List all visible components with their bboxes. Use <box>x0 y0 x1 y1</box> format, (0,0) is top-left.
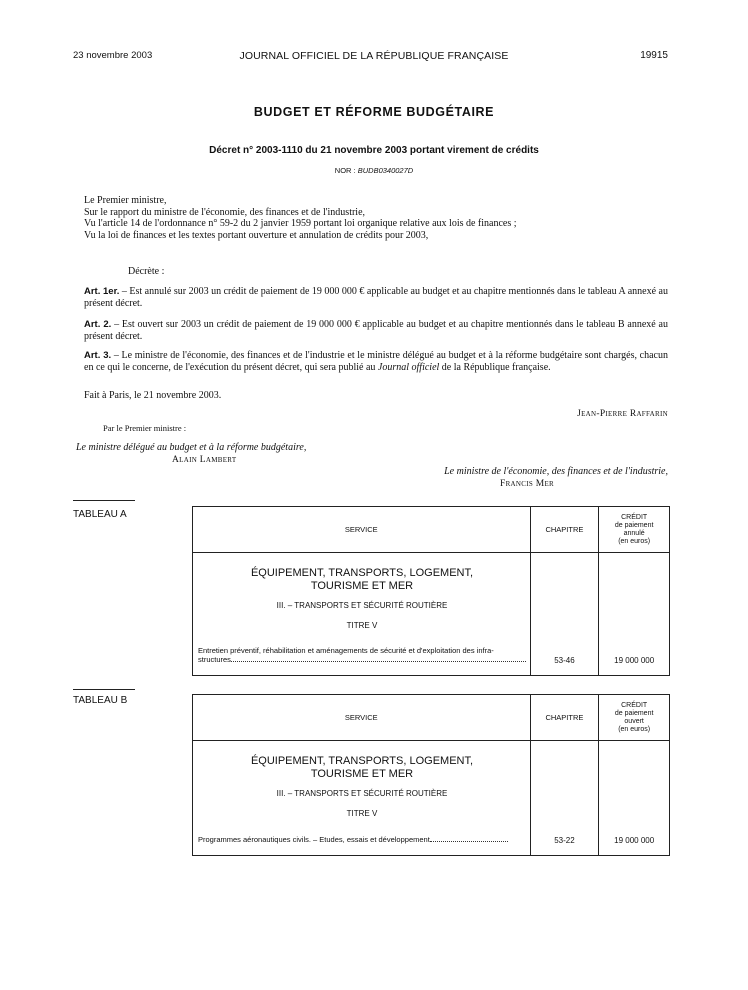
fait-a-paris: Fait à Paris, le 21 novembre 2003. <box>84 390 222 401</box>
decree-title: Décret n° 2003-1110 du 21 novembre 2003 portant virement de crédits <box>209 145 539 156</box>
subsection: III. – TRANSPORTS ET SÉCURITÉ ROUTIÈRE <box>276 601 448 610</box>
credit-header-line: ouvert <box>624 717 644 725</box>
credit-value: 19 000 000 <box>614 656 655 665</box>
credit-header-line: CRÉDIT <box>621 513 648 521</box>
ministry-line: TOURISME ET MER <box>310 767 414 780</box>
credit-header-line: de paiement <box>614 709 654 717</box>
article-label: Art. 1er. <box>84 286 120 297</box>
table-b-label: TABLEAU B <box>73 695 128 706</box>
nor-reference <box>0 166 748 175</box>
decrete: Décrète : <box>128 266 165 277</box>
article-text: – Est ouvert sur 2003 un crédit de paiement de 19 000 000 € applicable au budget et au chapitre mentionnés dans le tableau B annexé au présent décret. <box>84 319 668 342</box>
col-credit <box>599 507 669 552</box>
credit-cell <box>599 553 669 675</box>
credit-header-line: (en euros) <box>618 537 651 545</box>
credit-header-line: CRÉDIT <box>621 701 648 709</box>
minister-economy-name: Francis Mer <box>500 479 555 489</box>
leader-dots <box>430 841 508 842</box>
article-1 <box>84 286 668 309</box>
col-service: SERVICE <box>193 695 531 740</box>
table-a <box>192 506 670 676</box>
ministry-line: ÉQUIPEMENT, TRANSPORTS, LOGEMENT, <box>250 567 474 579</box>
minister-budget-title: Le ministre délégué au budget et à la réforme budgétaire, <box>76 442 307 453</box>
ministry-name <box>193 755 531 780</box>
item-line: Programmes aéronautiques civils. – Etudes, essais et développement <box>198 835 430 844</box>
preamble-line: Vu l'article 14 de l'ordonnance n° 59-2 du 2 janvier 1959 portant loi organique relative aux lois de finances ; <box>84 218 517 229</box>
article-2 <box>84 319 668 342</box>
article-label: Art. 2. <box>84 319 112 330</box>
journal-officiel-italic: Journal officiel <box>377 361 440 373</box>
leader-dots <box>231 661 526 662</box>
chapitre-value: 53-22 <box>554 836 575 845</box>
nor-label: NOR : <box>334 166 356 175</box>
service-cell <box>193 553 531 675</box>
chapitre-cell <box>531 553 600 675</box>
header-date: 23 novembre 2003 <box>73 50 153 61</box>
preamble <box>84 195 668 241</box>
table-row <box>193 553 669 675</box>
preamble-line: Vu la loi de finances et les textes portant ouverture et annulation de crédits pour 2003, <box>84 229 429 241</box>
col-service: SERVICE <box>193 507 531 552</box>
par-premier-ministre: Par le Premier ministre : <box>103 423 187 433</box>
credit-value: 19 000 000 <box>614 836 655 845</box>
article-3 <box>84 350 668 373</box>
subsection: III. – TRANSPORTS ET SÉCURITÉ ROUTIÈRE <box>276 789 448 798</box>
item-line: Entretien préventif, réhabilitation et aménagements de sécurité et d'exploitation des infra- <box>198 646 494 655</box>
minister-budget-name: Alain Lambert <box>172 455 237 465</box>
titre: TITRE V <box>346 809 378 818</box>
page-number: 19915 <box>640 50 668 61</box>
col-chapitre: CHAPITRE <box>531 507 600 552</box>
titre: TITRE V <box>346 621 378 630</box>
article-text-end: de la République française. <box>439 361 551 373</box>
col-credit <box>599 695 669 740</box>
credit-header-line: de paiement <box>614 521 654 529</box>
table-header <box>193 695 669 741</box>
ministry-line: ÉQUIPEMENT, TRANSPORTS, LOGEMENT, <box>250 755 474 767</box>
col-chapitre: CHAPITRE <box>531 695 600 740</box>
chapitre-value: 53-46 <box>554 656 575 665</box>
pm-signature: Jean-Pierre Raffarin <box>577 409 668 419</box>
item-description <box>198 646 528 664</box>
section-title: BUDGET ET RÉFORME BUDGÉTAIRE <box>253 105 495 119</box>
article-text: – Le ministre de l'économie, des finances et de l'industrie et le ministre délégué au budget et à la réforme budgétaire sont chargés, chacun en ce qui le concerne, de l'exécution du présent décret, qui sera publié au <box>84 350 668 373</box>
preamble-line: Le Premier ministre, <box>84 195 167 206</box>
table-b-rule <box>73 689 135 690</box>
article-text: – Est annulé sur 2003 un crédit de paiement de 19 000 000 € applicable au budget et au chapitre mentionnés dans le tableau A annexé au présent décret. <box>84 286 668 309</box>
ministry-line: TOURISME ET MER <box>310 579 414 592</box>
table-a-label: TABLEAU A <box>73 509 127 520</box>
nor-code: BUDB0340027D <box>357 166 414 175</box>
item-description <box>198 835 528 844</box>
credit-header-line: (en euros) <box>618 725 651 733</box>
ministry-name <box>193 567 531 592</box>
item-line: structures <box>198 655 231 664</box>
article-label: Art. 3. <box>84 350 112 361</box>
minister-economy-title: Le ministre de l'économie, des finances et de l'industrie, <box>444 466 668 477</box>
preamble-line: Sur le rapport du ministre de l'économie, des finances et de l'industrie, <box>84 206 366 218</box>
credit-cell <box>599 741 669 855</box>
table-a-rule <box>73 500 135 501</box>
table-header <box>193 507 669 553</box>
chapitre-cell <box>531 741 600 855</box>
journal-title: JOURNAL OFFICIEL DE LA RÉPUBLIQUE FRANÇAISE <box>239 50 509 62</box>
table-b <box>192 694 670 856</box>
table-row <box>193 741 669 855</box>
service-cell <box>193 741 531 855</box>
credit-header-line: annulé <box>623 529 645 537</box>
